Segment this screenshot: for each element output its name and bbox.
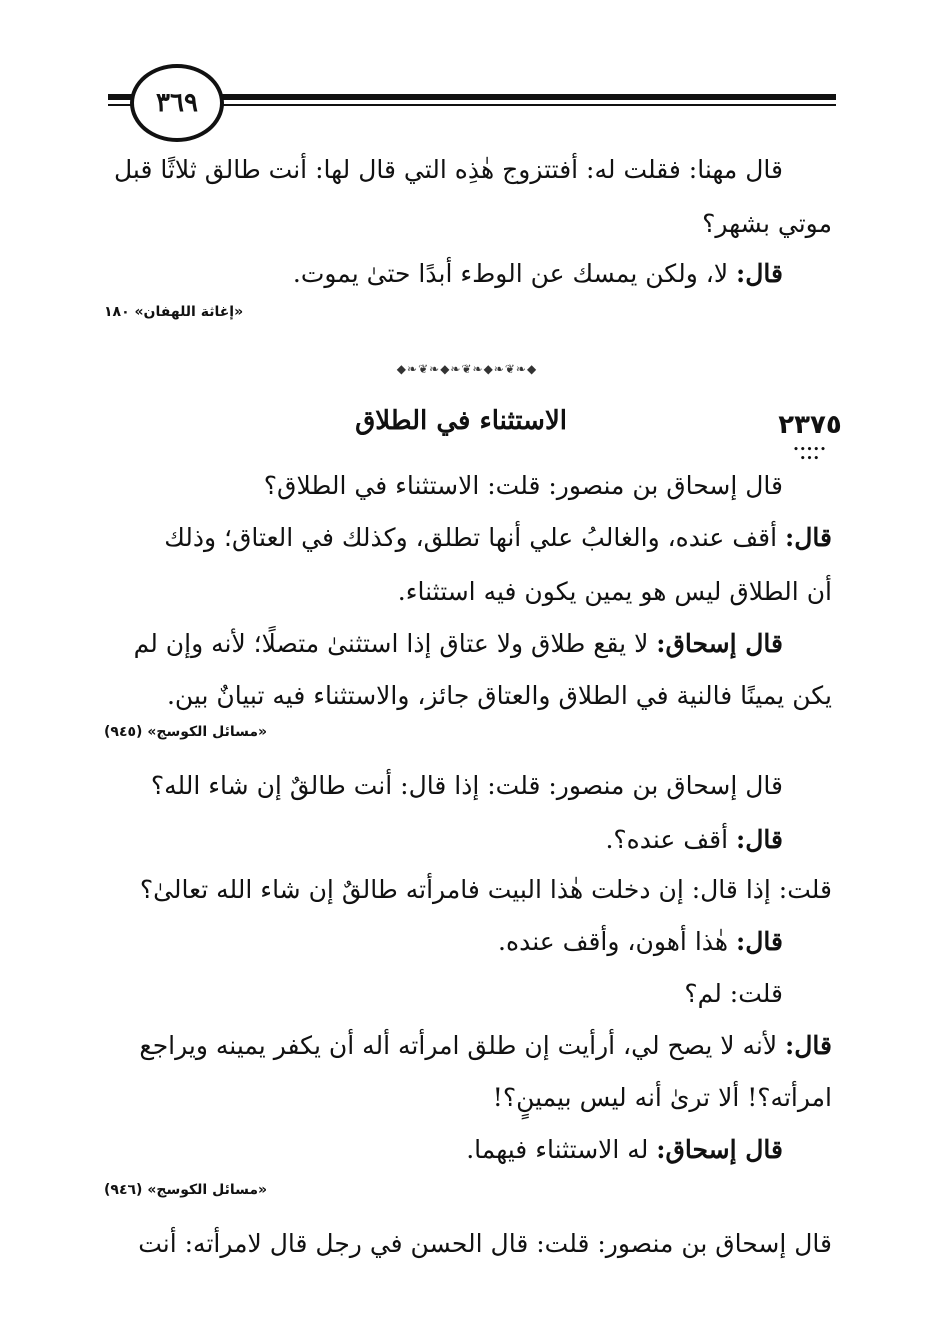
line-text: أقف عنده؟. (605, 825, 737, 854)
speaker-label: قال إسحاق: (656, 1135, 783, 1164)
text-line (164, 520, 832, 556)
line-text: قلت: إذا قال: إن دخلت هٰذا البيت فامرأته طالقٌ إن شاء الله تعالىٰ؟ (139, 875, 832, 904)
line-text: موتي بشهر؟ (702, 209, 832, 238)
text-line (493, 1080, 832, 1116)
line-text: قال مهنا: فقلت له: أفتتزوج هٰذِه التي قال لها: أنت طالق ثلاثًا قبل (113, 155, 783, 184)
line-text: له الاستثناء فيهما. (466, 1135, 657, 1164)
text-line (139, 1028, 832, 1064)
page-number: ٣٦٩ (130, 64, 224, 142)
text-line (140, 872, 832, 908)
ornament-dots-icon: ••••• ••• (793, 445, 827, 464)
text-line (138, 1226, 832, 1262)
text-line (264, 468, 783, 504)
line-text: أقف عنده، والغالبُ علي أنها تطلق، وكذلك في العتاق؛ وذلك (164, 523, 786, 552)
section-divider-ornament: ◆❧❦❧◆❧❦❧◆❧❦❧◆ (396, 362, 538, 376)
text-line (293, 256, 783, 292)
line-text: لا، ولكن يمسك عن الوطء أبدًا حتىٰ يموت. (292, 259, 737, 288)
line-text: يكن يمينًا فالنية في الطلاق والعتاق جائز، والاستثناء فيه تبيانٌ بين. (166, 681, 832, 710)
text-line (702, 206, 832, 242)
text-line (167, 678, 832, 714)
line-text: قلت: لم؟ (684, 979, 783, 1008)
line-text: امرأته؟! ألا ترىٰ أنه ليس بيمينٍ؟! (492, 1083, 832, 1112)
section-title: الاستثناء في الطلاق (355, 406, 567, 436)
text-line (466, 1132, 783, 1168)
source-reference: «إغاثة اللهفان» ١٨٠ (104, 304, 244, 320)
text-line (498, 924, 783, 960)
speaker-label: قال: (785, 1031, 832, 1060)
speaker-label: قال: (736, 259, 783, 288)
source-reference: «مسائل الكوسج» (٩٤٦) (104, 1182, 268, 1198)
speaker-label: قال: (736, 825, 783, 854)
line-text: لا يقع طلاق ولا عتاق إذا استثنىٰ متصلًا؛ لأنه وإن لم (133, 629, 657, 658)
source-reference: «مسائل الكوسج» (٩٤٥) (104, 724, 268, 740)
line-text: قال إسحاق بن منصور: قلت: إذا قال: أنت طالقٌ إن شاء الله؟ (150, 771, 783, 800)
line-text: أن الطلاق ليس هو يمين يكون فيه استثناء. (397, 577, 832, 606)
speaker-label: قال إسحاق: (656, 629, 783, 658)
entry-number: ٢٣٧٥ (778, 410, 842, 440)
text-line (151, 768, 783, 804)
line-text: قال إسحاق بن منصور: قلت: قال الحسن في رجل قال لامرأته: أنت (138, 1229, 832, 1258)
line-text: قال إسحاق بن منصور: قلت: الاستثناء في الطلاق؟ (263, 471, 783, 500)
speaker-label: قال: (736, 927, 783, 956)
text-line (134, 626, 783, 662)
text-line (605, 822, 783, 858)
line-text: هٰذا أهون، وأقف عنده. (498, 927, 737, 956)
speaker-label: قال: (785, 523, 832, 552)
text-line (114, 152, 783, 188)
text-line (398, 574, 832, 610)
entry-number-badge (770, 410, 850, 464)
line-text: لأنه لا يصح لي، أرأيت إن طلق امرأته أله أن يكفر يمينه ويراجع (139, 1031, 786, 1060)
text-line (684, 976, 783, 1012)
